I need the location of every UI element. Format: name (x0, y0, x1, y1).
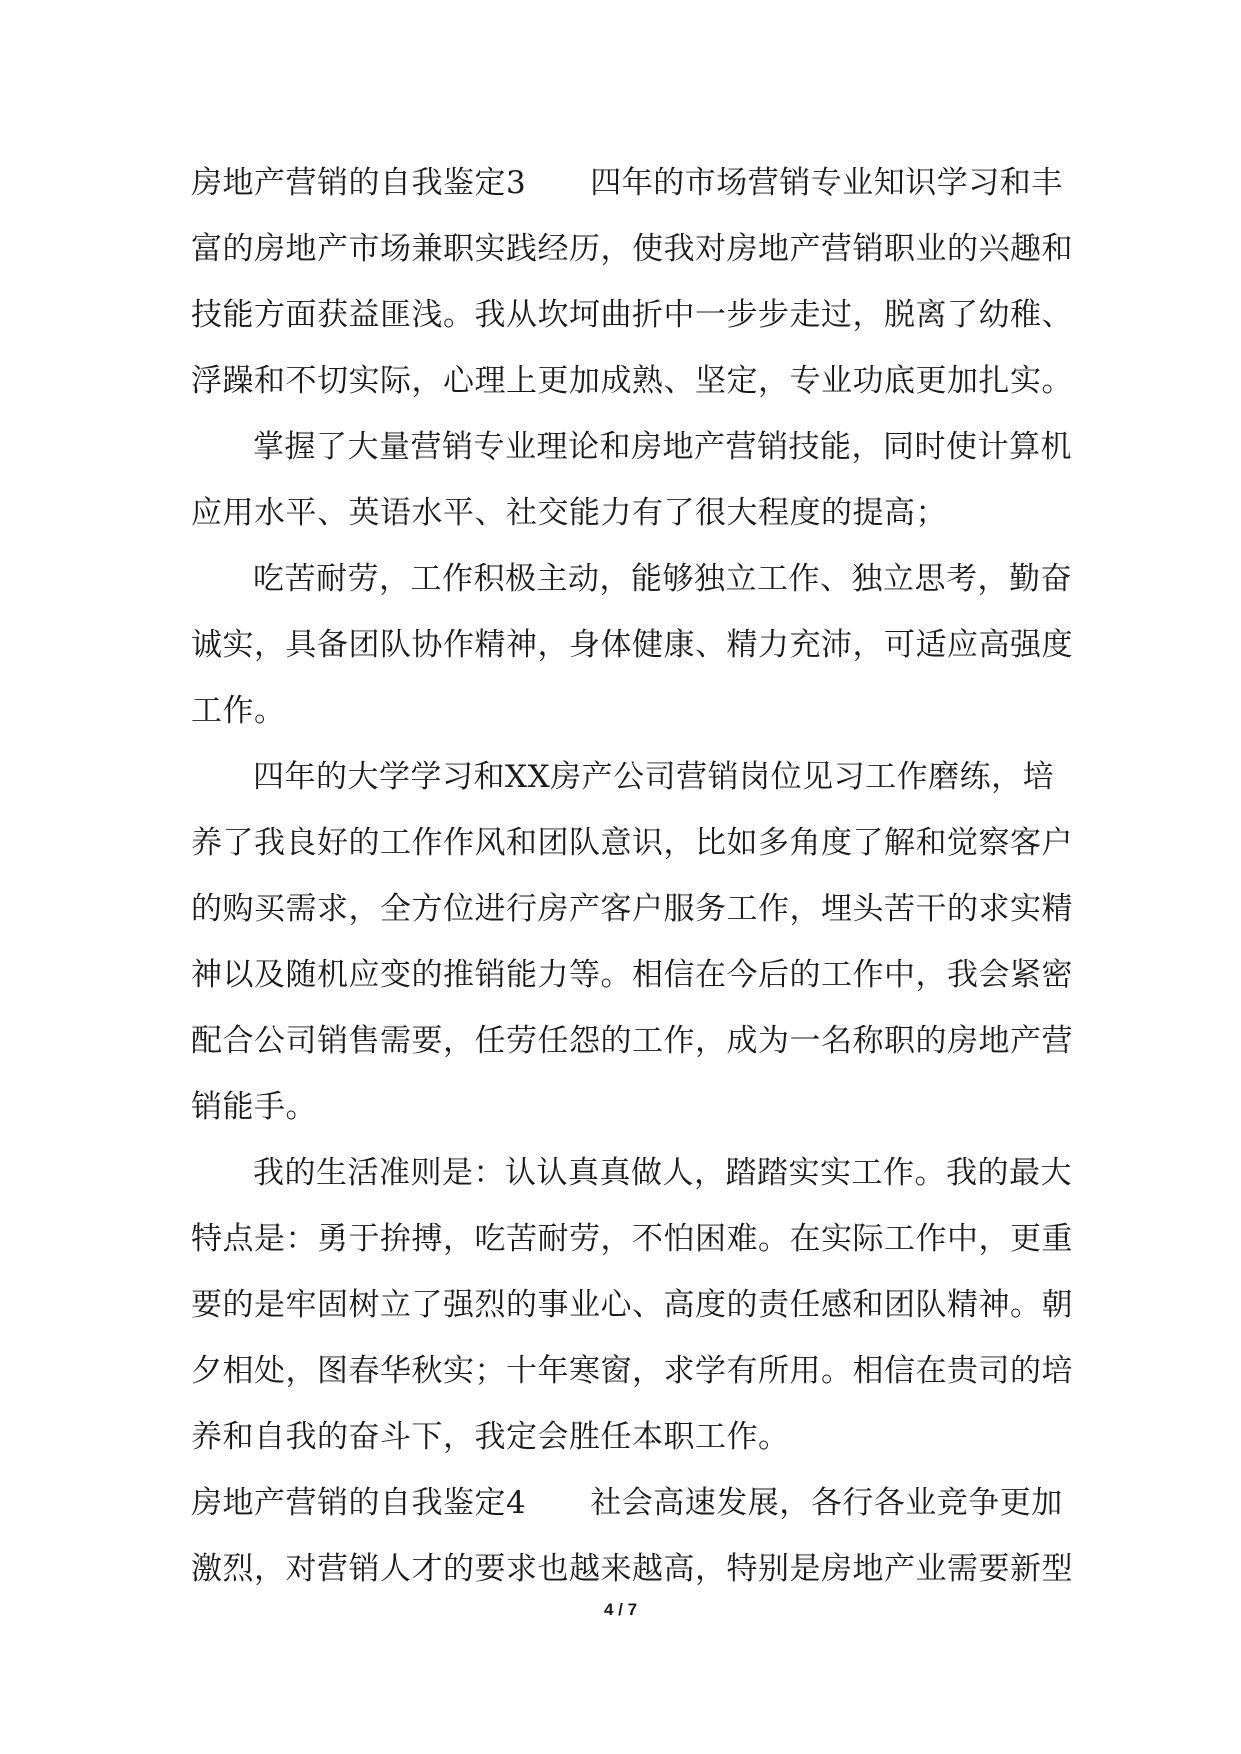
text-line: 的购买需求，全方位进行房产客户服务工作，埋头苦干的求实精 (191, 891, 1073, 927)
text-span: 社会高速发展，各行各业竞争更加 (590, 1485, 1063, 1521)
text-line: 技能方面获益匪浅。我从坎坷曲折中一步步走过，脱离了幼稚、 (191, 297, 1073, 333)
text-line (191, 1470, 1061, 1536)
section-heading: 房地产营销的自我鉴定4 (191, 1485, 527, 1521)
text-line: 诚实，具备团队协作精神，身体健康、精力充沛，可适应高强度 (191, 627, 1073, 663)
text-span: 四年的市场营销专业知识学习和丰 (590, 165, 1063, 201)
text-line: 养和自我的奋斗下，我定会胜任本职工作。 (191, 1419, 790, 1455)
section-heading: 房地产营销的自我鉴定3 (191, 165, 527, 201)
text-line: 应用水平、英语水平、社交能力有了很大程度的提高； (191, 495, 947, 531)
text-line: 激烈，对营销人才的要求也越来越高，特别是房地产业需要新型 (191, 1551, 1073, 1587)
text-line: 销能手。 (191, 1089, 317, 1125)
text-line: 配合公司销售需要，任劳任怨的工作，成为一名称职的房地产营 (191, 1023, 1073, 1059)
text-line (191, 150, 1061, 216)
text-line: 工作。 (191, 693, 286, 729)
text-line: 特点是：勇于拚搏，吃苦耐劳，不怕困难。在实际工作中，更重 (191, 1221, 1073, 1257)
paragraph-start-line: 吃苦耐劳，工作积极主动，能够独立工作、独立思考，勤奋 (253, 561, 1072, 597)
text-line: 浮躁和不切实际，心理上更加成熟、坚定，专业功底更加扎实。 (191, 363, 1073, 399)
page-number: 4 / 7 (603, 1600, 638, 1619)
text-line: 养了我良好的工作作风和团队意识，比如多角度了解和觉察客户 (191, 825, 1073, 861)
paragraph-start-line: 掌握了大量营销专业理论和房地产营销技能，同时使计算机 (253, 429, 1072, 465)
text-line: 夕相处，图春华秋实；十年寒窗，求学有所用。相信在贵司的培 (191, 1353, 1073, 1389)
paragraph-start-line: 我的生活准则是：认认真真做人，踏踏实实工作。我的最大 (253, 1155, 1072, 1191)
text-line: 要的是牢固树立了强烈的事业心、高度的责任感和团队精神。朝 (191, 1287, 1073, 1323)
paragraph-start-line: 四年的大学学习和XX房产公司营销岗位见习工作磨练，培 (253, 759, 1055, 795)
document-body (191, 150, 1073, 1602)
text-line: 富的房地产市场兼职实践经历，使我对房地产营销职业的兴趣和 (191, 231, 1073, 267)
text-line: 神以及随机应变的推销能力等。相信在今后的工作中，我会紧密 (191, 957, 1073, 993)
